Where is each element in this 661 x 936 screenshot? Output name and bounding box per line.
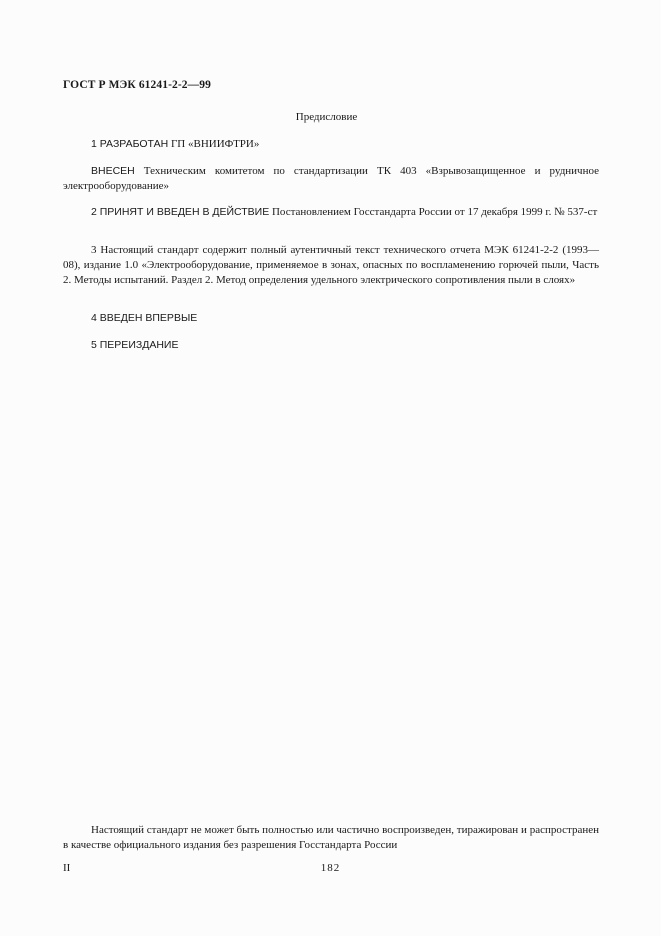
item-lead: 2 ПРИНЯТ И ВВЕДЕН В ДЕЙСТВИЕ [91, 206, 270, 218]
item-text: ГП «ВНИИФТРИ» [168, 138, 260, 150]
foreword-item-developed [63, 137, 599, 152]
document-code: ГОСТ Р МЭК 61241-2-2—99 [63, 79, 211, 91]
foreword-title-text: Предисловие [295, 111, 358, 123]
foreword-item-content [63, 243, 599, 288]
item-lead: ВНЕСЕН [91, 165, 135, 177]
foreword-title [0, 111, 661, 123]
item-lead: 5 ПЕРЕИЗДАНИЕ [91, 339, 179, 351]
roman-page-number: II [63, 862, 71, 874]
item-lead: 4 ВВЕДЕН ВПЕРВЫЕ [91, 312, 198, 324]
foreword-item-reissue [63, 338, 599, 353]
copyright-notice: Настоящий стандарт не может быть полностью или частично воспроизведен, тиражирован и распространен в качестве официального издания без разрешения Госстандарта России [63, 824, 599, 851]
foreword-item-adopted [63, 205, 599, 220]
foreword-item-introduced [63, 164, 599, 194]
page-number: 182 [320, 862, 341, 874]
item-text: Техническим комитетом по стандартизации ТК 403 «Взрывозащищенное и рудничное электрооборудование» [63, 165, 599, 192]
item-text: Постановлением Госстандарта России от 17 декабря 1999 г. № 537-ст [269, 206, 598, 218]
item-text: 3 Настоящий стандарт содержит полный аутентичный текст технического отчета МЭК 61241-2-2 (1993—08), издание 1.0 «Электрооборудование, применяемое в зонах, опасных по воспламенению горючей пыли, Часть 2. Методы испытаний. Раздел 2. Метод определения удельного электрического сопротивления пыли в слоях» [63, 244, 599, 286]
foreword-item-first-introduced [63, 311, 599, 326]
item-lead: 1 РАЗРАБОТАН [91, 138, 169, 150]
